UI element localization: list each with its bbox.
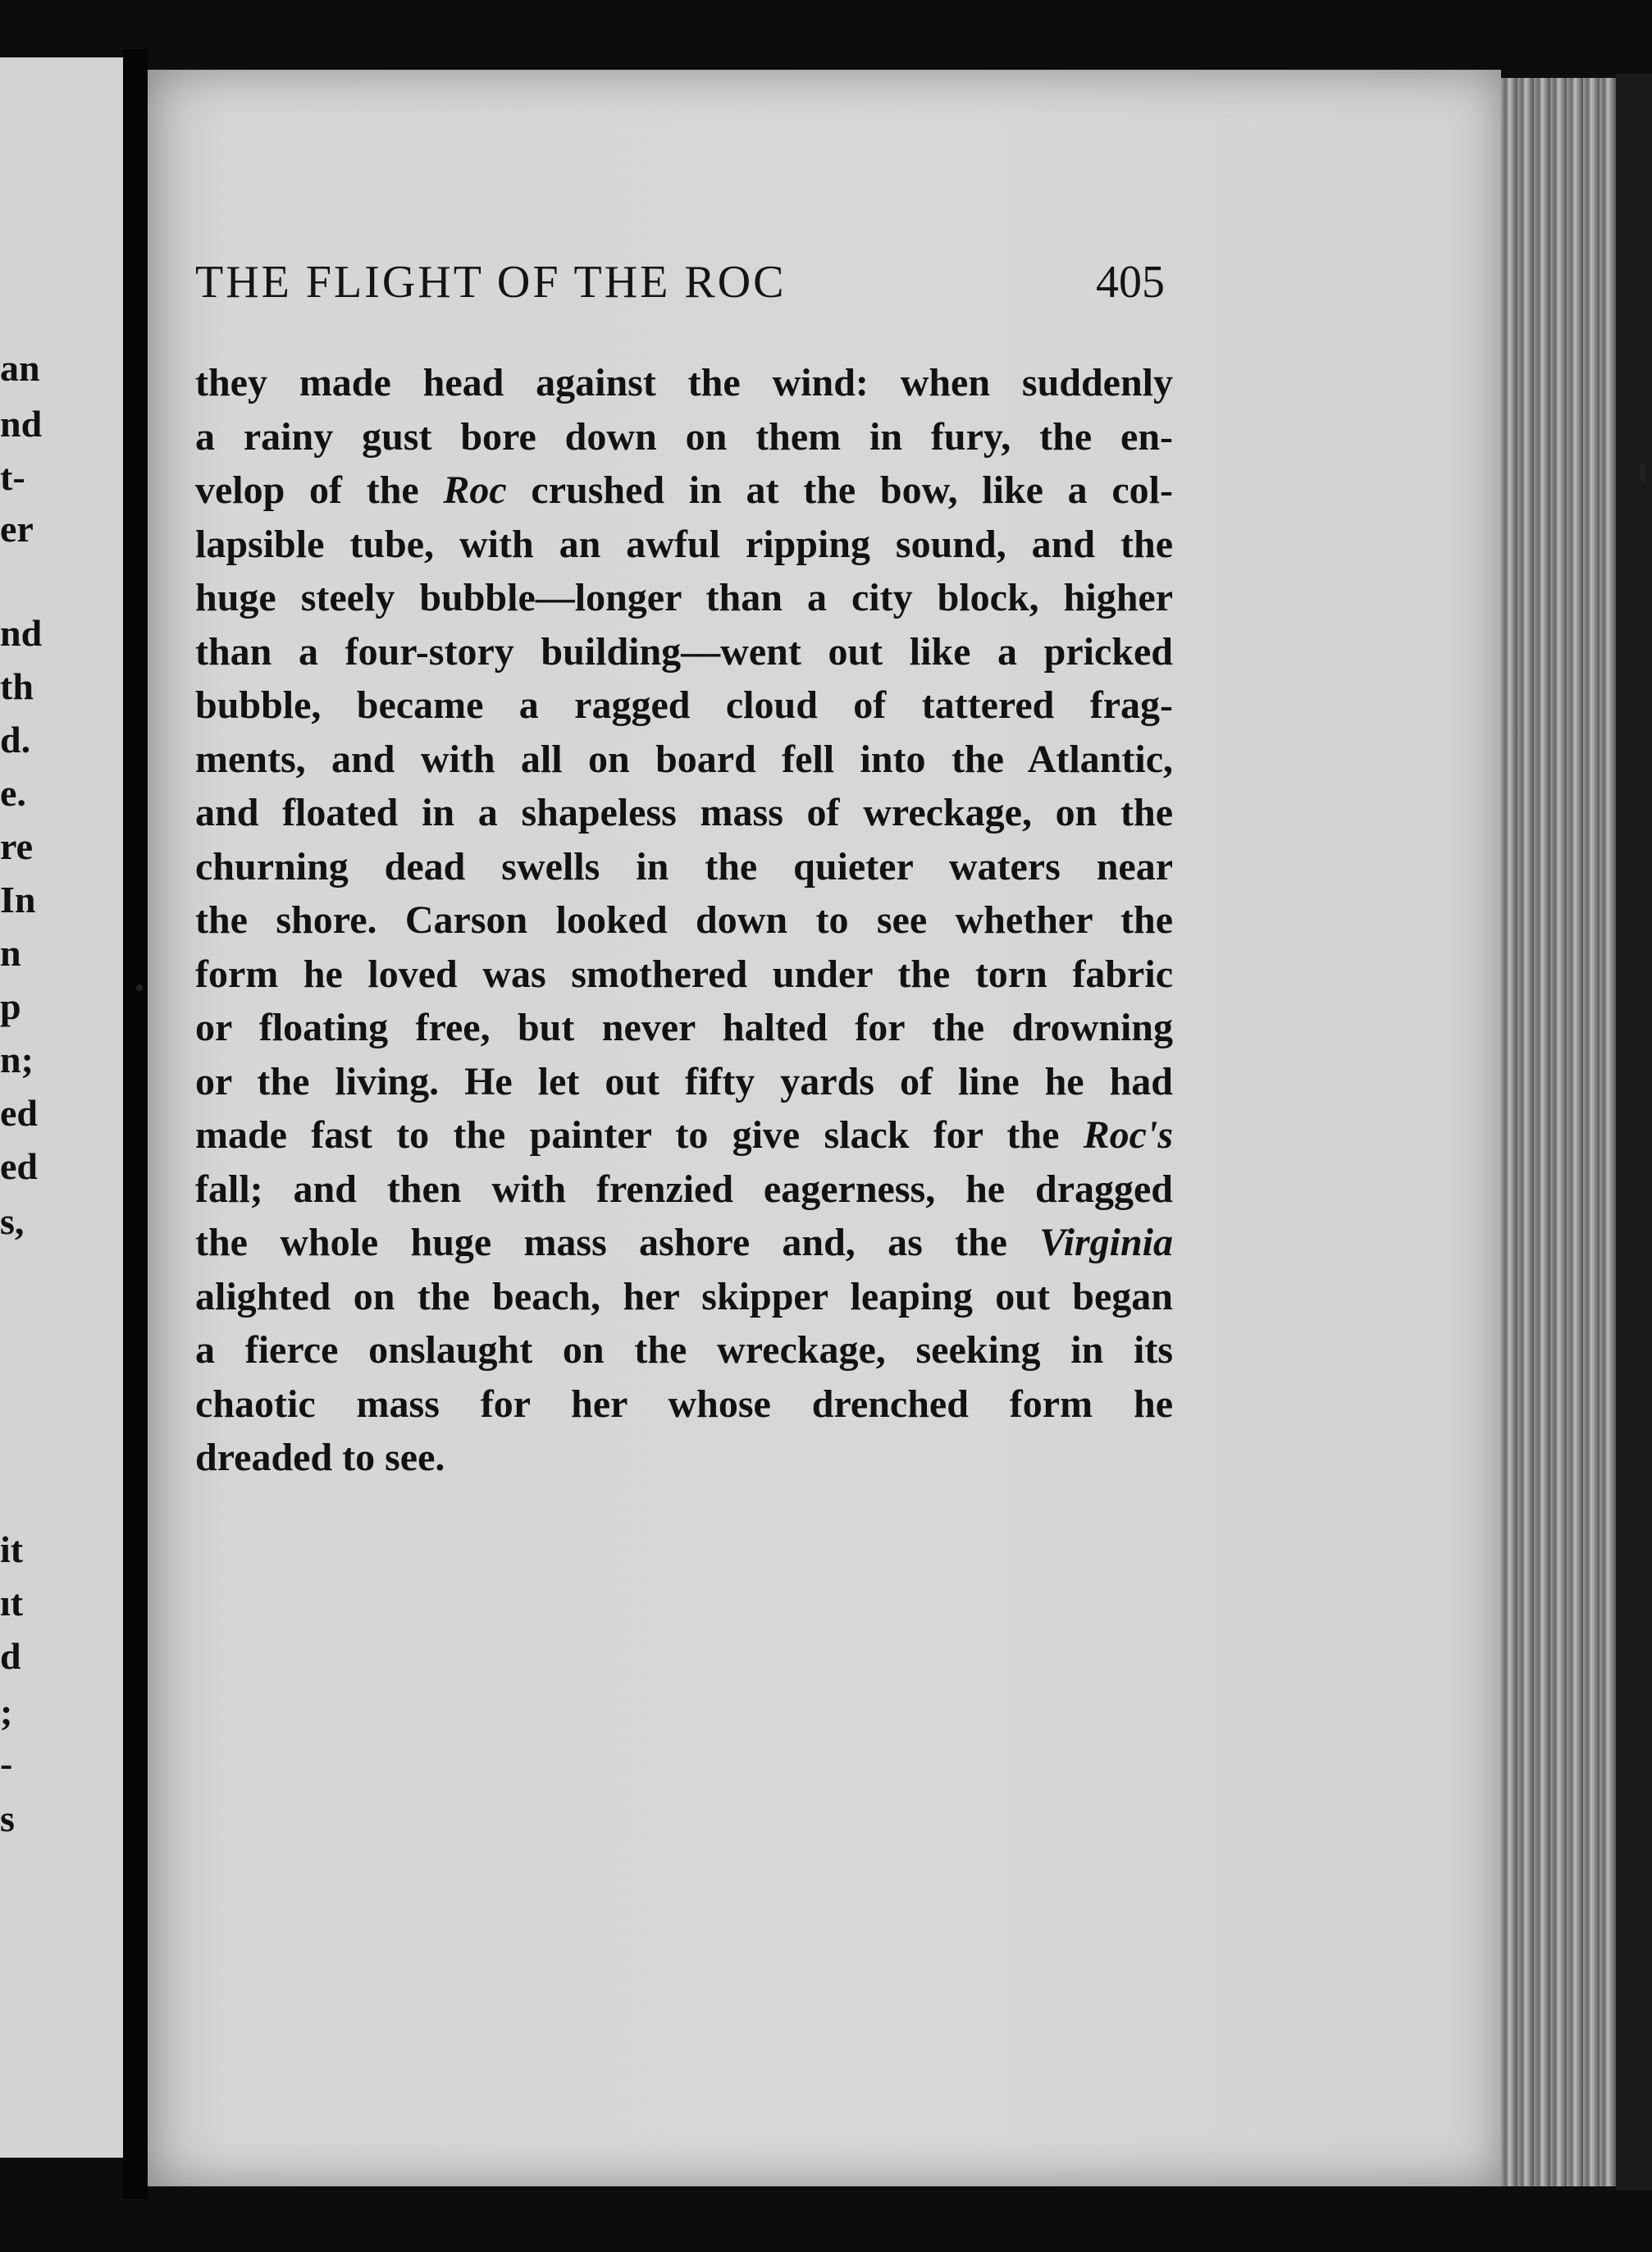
- facing-fragment: t-: [0, 456, 25, 498]
- facing-fragment: s: [0, 1797, 15, 1839]
- facing-fragment: nd: [0, 403, 43, 445]
- text-line: and floated in a shapeless mass of wreckage, on the: [195, 791, 1173, 834]
- text-line: the shore. Carson looked down to see whether the: [195, 898, 1173, 942]
- text-line: fall; and then with frenzied eagerness, he dragged: [195, 1167, 1173, 1211]
- facing-fragment: nd: [0, 612, 43, 654]
- facing-fragment: s,: [0, 1200, 25, 1242]
- facing-fragment: -: [0, 1743, 13, 1784]
- facing-fragment: it: [0, 1528, 24, 1570]
- facing-fragment: d.: [0, 719, 31, 761]
- text-line: or the living. He let out fifty yards of line he had: [195, 1059, 1173, 1103]
- facing-fragment: ed: [0, 1145, 38, 1187]
- text-line: chaotic mass for her whose drenched form he: [195, 1382, 1173, 1426]
- ship-name: Virginia: [1039, 1221, 1173, 1264]
- running-head: THE FLIGHT OF THE ROC: [195, 257, 787, 308]
- scan-speck: [136, 984, 143, 991]
- text-line: velop of the Roc crushed in at the bow, like a col-: [195, 468, 1174, 512]
- text-line: a rainy gust bore down on them in fury, the en-: [195, 414, 1173, 459]
- text-line: they made head against the wind: when suddenly: [195, 361, 1173, 404]
- facing-fragment: n: [0, 932, 21, 974]
- text-line: huge steely bubble—longer than a city block, higher: [195, 576, 1173, 619]
- text-line: dreaded to see.: [195, 1436, 445, 1479]
- facing-fragment: ıt: [0, 1582, 24, 1624]
- facing-fragment: er: [0, 508, 34, 550]
- body-text: [195, 356, 1173, 1485]
- facing-fragment: re: [0, 825, 34, 867]
- text-line: bubble, became a ragged cloud of tattered frag-: [195, 683, 1173, 727]
- ship-name: Roc: [443, 468, 507, 512]
- text-line: the whole huge mass ashore and, as the Virginia: [195, 1221, 1173, 1264]
- page-edges: [1501, 78, 1616, 2186]
- facing-fragment: an: [0, 347, 40, 389]
- text-line: lapsible tube, with an awful ripping sound, and the: [195, 522, 1173, 566]
- text-line: form he loved was smothered under the torn fabric: [195, 952, 1173, 996]
- text-line: than a four-story building—went out like a pricked: [195, 629, 1173, 674]
- facing-fragment: e.: [0, 772, 26, 814]
- text-line: made fast to the painter to give slack for the Roc's: [195, 1113, 1173, 1157]
- facing-fragment: ed: [0, 1092, 38, 1134]
- facing-fragment: ;: [0, 1691, 13, 1733]
- text-line: or floating free, but never halted for the drowning: [195, 1006, 1173, 1049]
- facing-fragment: d: [0, 1635, 21, 1677]
- spine-gutter: [123, 49, 148, 2199]
- facing-fragment: p: [0, 985, 21, 1027]
- text-line: a fierce onslaught on the wreckage, seeking in its: [195, 1328, 1173, 1372]
- facing-fragment: n;: [0, 1039, 34, 1080]
- scan-border: [1616, 74, 1652, 2190]
- text-line: churning dead swells in the quieter waters near: [195, 844, 1173, 888]
- facing-fragment: In: [0, 879, 36, 920]
- text-line: alighted on the beach, her skipper leaping out began: [195, 1274, 1173, 1318]
- ship-name: Roc's: [1083, 1113, 1173, 1157]
- facing-page: [0, 57, 123, 2158]
- facing-fragment: th: [0, 665, 34, 707]
- scan-speck: [1641, 464, 1645, 482]
- facing-page-text: [0, 57, 123, 2158]
- page-number: 405: [1096, 257, 1165, 308]
- text-line: ments, and with all on board fell into the Atlantic,: [195, 737, 1173, 781]
